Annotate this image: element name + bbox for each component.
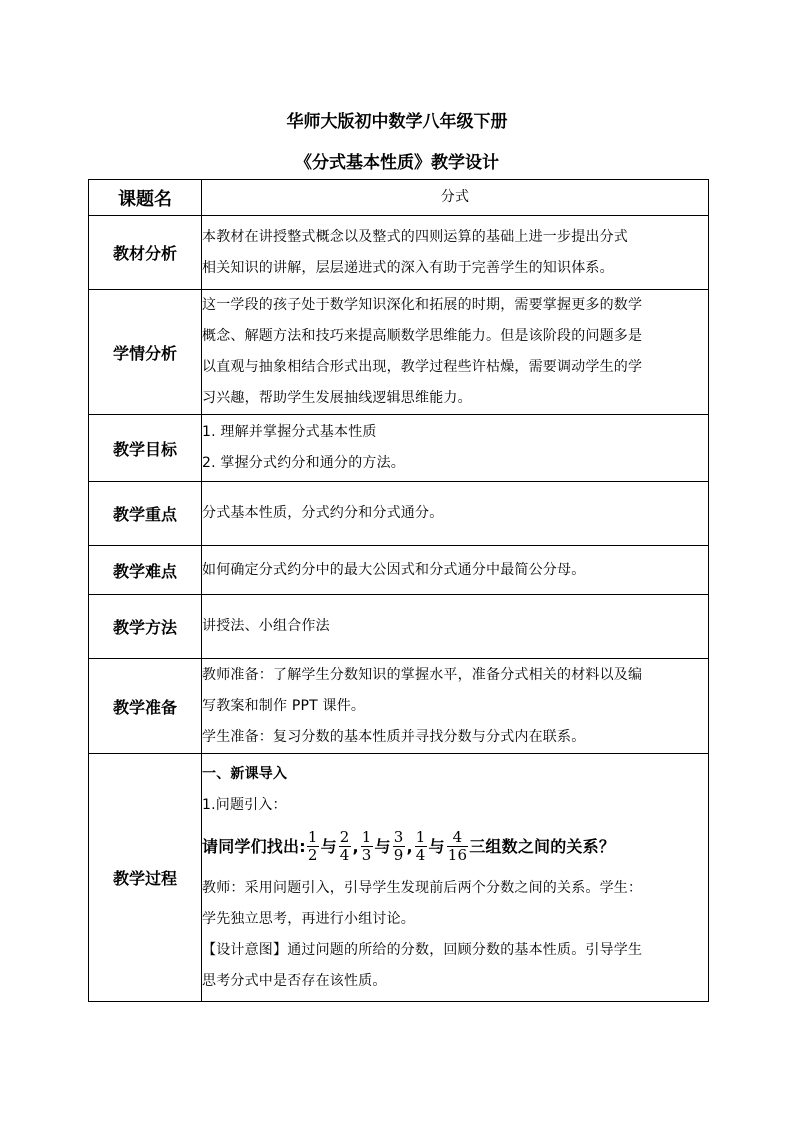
fraction-denominator: 16 [447,846,468,864]
fraction-question [202,821,708,873]
row-topic [89,180,709,216]
fraction [307,830,319,863]
row-goals [89,415,709,482]
question-intro: 1.问题引入： [202,796,287,813]
row-method [89,595,709,659]
document-subtitle: 《分式基本性质》教学设计 [295,153,499,173]
question-suffix: 三组数之间的关系？ [469,837,616,856]
intent-line: 【设计意图】通过问题的所给的分数，回顾分数的基本性质。引导学生 [202,941,643,958]
conjunction: 与 [320,837,337,856]
row-material [89,216,709,290]
comma: , [352,837,359,856]
comma: , [406,837,413,856]
teacher-line: 教师：采用问题引入，引导学生发现前后两个分数之间的关系。学生： [202,879,643,896]
prep-line: 教师准备：了解学生分数知识的掌握水平，准备分式相关的材料以及编 [202,666,643,683]
difficult-value: 如何确定分式约分中的最大公因式和分式通分中最简公分母。 [202,546,709,595]
process-value [202,754,709,1002]
students-line: 这一学段的孩子处于数学知识深化和拓展的时期，需要掌握更多的数学 [202,297,643,313]
students-label: 学情分析 [89,290,202,415]
fraction-denominator: 4 [415,846,426,864]
row-students [89,290,709,415]
row-prep [89,659,709,754]
lesson-plan-table [88,179,709,1002]
conjunction: 与 [428,837,445,856]
topic-value: 分式 [202,180,709,216]
row-difficult [89,546,709,595]
intent-line: 思考分式中是否存在该性质。 [202,972,387,989]
fraction-denominator: 2 [307,846,318,864]
key-label: 教学重点 [89,482,202,546]
difficult-label: 教学难点 [89,546,202,595]
fraction-numerator: 2 [339,828,350,846]
fraction [447,830,469,863]
material-line: 相关知识的讲解，层层递进式的深入有助于完善学生的知识体系。 [202,259,614,276]
goals-value [202,415,709,482]
prep-line: 学生准备：复习分数的基本性质并寻找分数与分式内在联系。 [202,728,586,745]
fraction-numerator: 3 [393,828,404,846]
fraction-numerator: 1 [361,828,372,846]
material-label: 教材分析 [89,216,202,290]
fraction [339,830,351,863]
teacher-line: 学先独立思考，再进行小组讨论。 [202,910,415,927]
prep-line: 写教案和制作 PPT 课件。 [202,697,366,714]
goal-item: 1. 理解并掌握分式基本性质 [202,424,377,440]
method-value: 讲授法、小组合作法 [202,595,709,659]
prep-label: 教学准备 [89,659,202,754]
section-title: 一、新课导入 [202,765,288,782]
fraction-denominator: 4 [339,846,350,864]
process-label: 教学过程 [89,754,202,1002]
fraction [393,830,405,863]
method-label: 教学方法 [89,595,202,659]
document-title: 华师大版初中数学八年级下册 [286,112,508,132]
question-prefix: 请同学们找出: [202,837,306,856]
row-process [89,754,709,1002]
fraction-denominator: 3 [361,846,372,864]
goals-label: 教学目标 [89,415,202,482]
fraction [361,830,373,863]
students-value [202,290,709,415]
topic-label: 课题名 [89,180,202,216]
fraction-numerator: 4 [452,828,463,846]
goal-item: 2. 掌握分式约分和通分的方法。 [202,455,406,471]
students-line: 以直观与抽象相结合形式出现，教学过程些许枯燥，需要调动学生的学 [202,359,643,375]
fraction-numerator: 1 [415,828,426,846]
prep-value [202,659,709,754]
material-line: 本教材在讲授整式概念以及整式的四则运算的基础上进一步提出分式 [202,228,628,245]
material-value [202,216,709,290]
row-key [89,482,709,546]
fraction [415,830,427,863]
fraction-numerator: 1 [307,828,318,846]
students-line: 习兴趣，帮助学生发展抽线逻辑思维能力。 [202,390,472,406]
key-value: 分式基本性质，分式约分和分式通分。 [202,482,709,546]
fraction-denominator: 9 [393,846,404,864]
conjunction: 与 [374,837,391,856]
students-line: 概念、解题方法和技巧来提高顺数学思维能力。但是该阶段的问题多是 [202,328,643,344]
